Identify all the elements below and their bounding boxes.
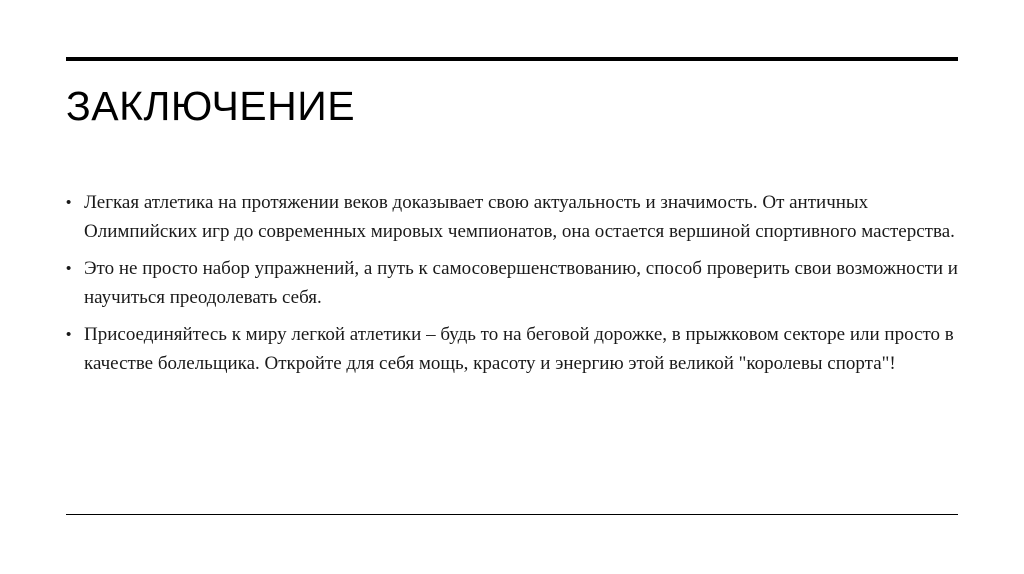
- bullet-text-2: Это не просто набор упражнений, а путь к самосовершенствованию, способ проверить свои возможности и научиться преодолевать себя.: [84, 258, 958, 308]
- bullet-item-3: [66, 320, 966, 378]
- bullet-icon: •: [66, 326, 72, 343]
- bullet-icon: •: [66, 194, 72, 211]
- bullet-list: [66, 188, 966, 386]
- bullet-item-1: [66, 188, 966, 246]
- bullet-icon: •: [66, 260, 72, 277]
- bottom-divider: [66, 514, 958, 515]
- bullet-text-3: Присоединяйтесь к миру легкой атлетики – будь то на беговой дорожке, в прыжковом секторе или просто в качестве болельщика. Откройте для себя мощь, красоту и энергию этой великой "королевы спорта"!: [84, 324, 954, 374]
- bullet-text-1: Легкая атлетика на протяжении веков доказывает свою актуальность и значимость. От античных Олимпийских игр до современных мировых чемпионатов, она остается вершиной спортивного мастерства.: [84, 192, 955, 242]
- slide-title: ЗАКЛЮЧЕНИЕ: [66, 83, 356, 129]
- bullet-item-2: [66, 254, 966, 312]
- title-top-divider: [66, 57, 958, 61]
